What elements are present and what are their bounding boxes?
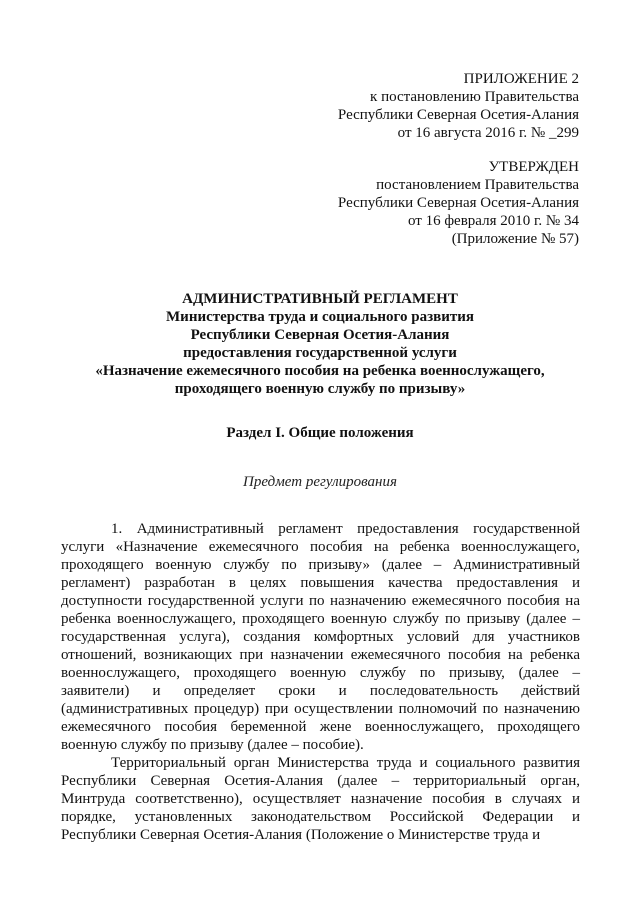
subject-heading: Предмет регулирования [243,474,397,490]
approved-line-2: Республики Северная Осетия-Алания [337,195,579,211]
paragraph-2: Территориальный орган Министерства труда и социального развития Республики Северная Осетия-Алания (далее – территориальный орган, Минтруда соответственно), осуществляет назначение пособия в случаях и порядке, установленных законодательством Российской Федерации и Республики Северная Осетия-Алания (Положение о Министерстве труда и [61,755,580,843]
annex-header [338,70,579,142]
approved-line-4: (Приложение № 57) [451,231,579,247]
annex-line-2: Республики Северная Осетия-Алания [337,107,579,123]
section-heading: Раздел I. Общие положения [226,425,414,441]
title-line-5: «Назначение ежемесячного пособия на ребенка военнослужащего, [95,363,545,379]
document-title [60,290,580,398]
approved-line-3: от 16 февраля 2010 г. № 34 [407,213,579,229]
title-line-2: Министерства труда и социального развития [166,309,474,325]
annex-line-1: к постановлению Правительства [370,89,579,105]
approved-title: УТВЕРЖДЕН [488,159,579,175]
paragraph-1: 1. Административный регламент предоставления государственной услуги «Назначение ежемесячного пособия на ребенка военнослужащего, проходящего военную службу по призыву» (далее – Административный регламент) разработан в целях повышения качества предоставления и доступности государственной услуги по назначению ежемесячного пособия на ребенка военнослужащего, проходящего военную службу по призыву (далее – государственная услуга), создания комфортных условий для участников отношений, возникающих при назначении ежемесячного пособия на ребенка военнослужащего, проходящего военную службу по призыву, (далее – заявители) и определяет сроки и последовательность действий (административных процедур) при осуществлении полномочий по назначению ежемесячного пособия беременной жене военнослужащего, проходящего военную службу по призыву (далее – пособие). [61,521,580,753]
approved-line-1: постановлением Правительства [376,177,579,193]
annex-line-3: от 16 августа 2016 г. № _299 [397,125,579,141]
title-line-3: Республики Северная Осетия-Алания [190,327,450,343]
annex-title: ПРИЛОЖЕНИЕ 2 [463,71,579,87]
approved-header [338,158,579,248]
title-line-4: предоставления государственной услуги [183,345,457,361]
title-line-6: проходящего военную службу по призыву» [174,381,466,397]
title-line-1: АДМИНИСТРАТИВНЫЙ РЕГЛАМЕНТ [182,291,458,307]
